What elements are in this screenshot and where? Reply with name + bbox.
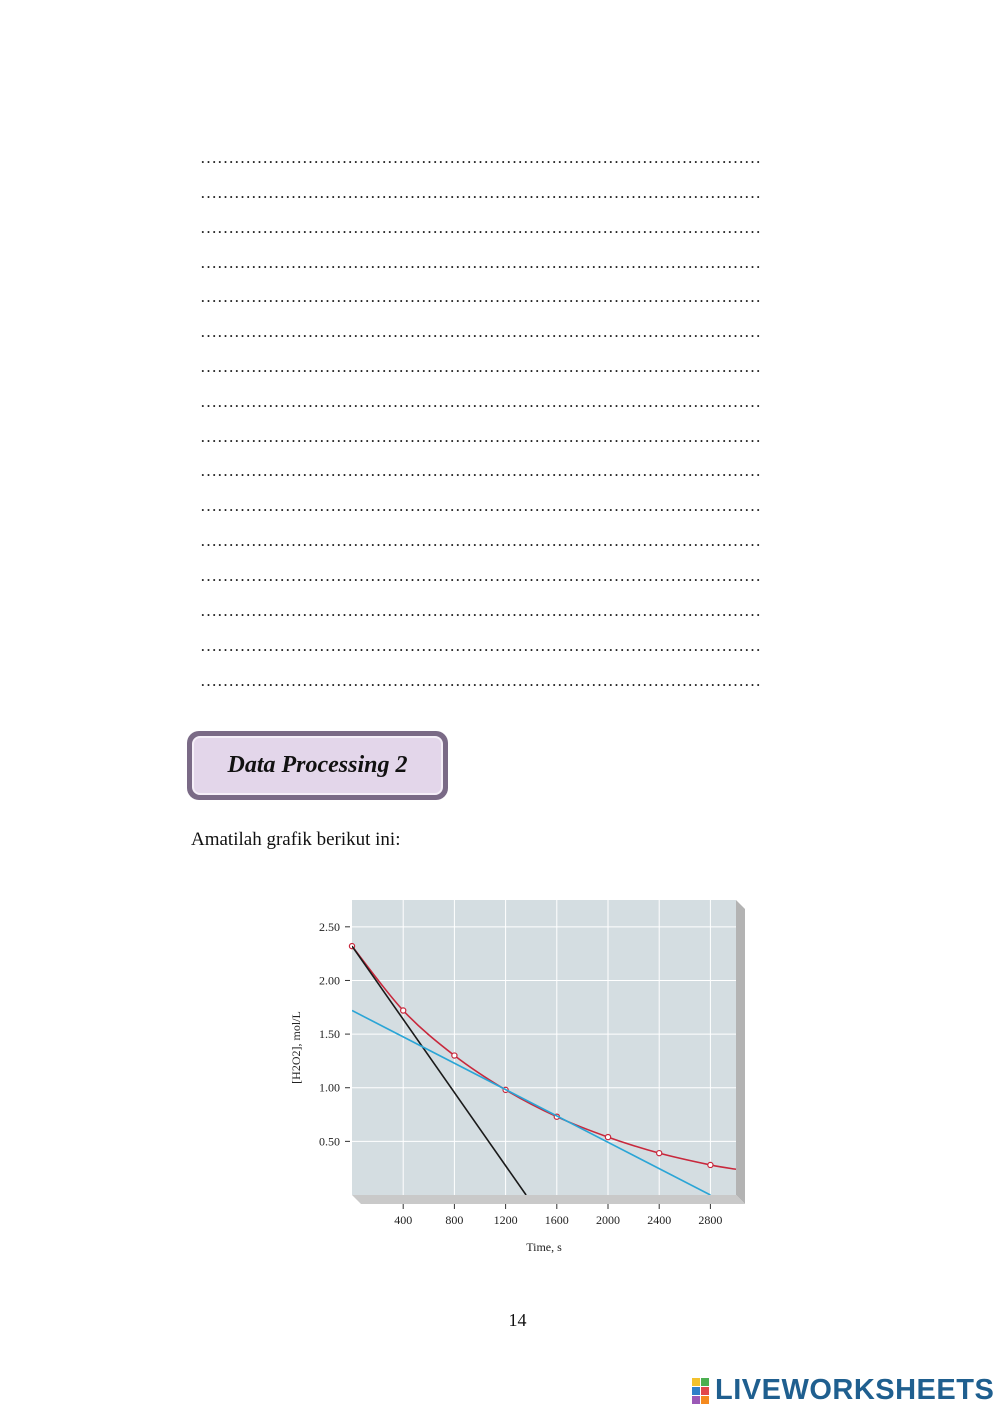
plot-area [352, 900, 736, 1195]
x-tick-label: 2400 [647, 1213, 672, 1227]
y-tick-label: 1.00 [319, 1080, 340, 1095]
answer-line[interactable]: ……………………………………………………………………………………… [200, 183, 761, 202]
x-tick-label: 400 [394, 1213, 413, 1227]
plot-side-edge [736, 900, 745, 1204]
answer-line[interactable]: ……………………………………………………………………………………… [200, 531, 761, 550]
answer-line[interactable]: ……………………………………………………………………………………… [200, 496, 761, 515]
data-point-marker [708, 1162, 713, 1167]
y-tick-label: 2.50 [319, 919, 340, 934]
page-number: 14 [508, 1310, 527, 1330]
logo-tile [692, 1396, 700, 1404]
plot-bottom-edge [352, 1195, 745, 1204]
answer-line[interactable]: ……………………………………………………………………………………… [200, 218, 761, 237]
data-point-marker [401, 1008, 406, 1013]
answer-line[interactable]: ……………………………………………………………………………………… [200, 357, 761, 376]
answer-line[interactable]: ……………………………………………………………………………………… [200, 601, 761, 620]
brand-name: LIVEWORKSHEETS [715, 1373, 995, 1406]
answer-line[interactable]: ……………………………………………………………………………………… [200, 461, 761, 480]
x-axis-label: Time, s [526, 1240, 562, 1254]
brand-logo-icon [692, 1377, 712, 1403]
brand-footer[interactable] [692, 1374, 994, 1406]
answer-line[interactable]: ……………………………………………………………………………………… [200, 636, 761, 655]
answer-line[interactable]: ……………………………………………………………………………………… [200, 392, 761, 411]
chart-figure [280, 890, 760, 1270]
logo-tile [692, 1378, 700, 1386]
x-tick-label: 1600 [544, 1213, 569, 1227]
data-point-marker [605, 1134, 610, 1139]
answer-line[interactable]: ……………………………………………………………………………………… [200, 671, 761, 690]
answer-line[interactable]: ……………………………………………………………………………………… [200, 287, 761, 306]
logo-tile [701, 1387, 709, 1395]
answer-line[interactable]: ……………………………………………………………………………………… [200, 566, 761, 585]
logo-tile [701, 1396, 709, 1404]
section-heading-box [187, 731, 448, 800]
data-point-marker [657, 1151, 662, 1156]
y-axis-label: [H2O2], mol/L [289, 1011, 303, 1084]
x-tick-label: 2000 [596, 1213, 620, 1227]
answer-line[interactable]: ……………………………………………………………………………………… [200, 322, 761, 341]
answer-line[interactable]: ……………………………………………………………………………………… [200, 253, 761, 272]
data-point-marker [452, 1053, 457, 1058]
x-tick-label: 800 [445, 1213, 464, 1227]
section-title: Data Processing 2 [227, 752, 408, 778]
section-heading-inner [192, 736, 443, 795]
y-tick-label: 0.50 [319, 1134, 340, 1149]
chart-svg [280, 890, 760, 1270]
x-tick-label: 2800 [698, 1213, 723, 1227]
logo-tile [701, 1378, 709, 1386]
x-tick-label: 1200 [493, 1213, 518, 1227]
logo-tile [692, 1387, 700, 1395]
y-tick-label: 2.00 [319, 973, 340, 988]
answer-line[interactable]: ……………………………………………………………………………………… [200, 427, 761, 446]
y-tick-label: 1.50 [319, 1027, 340, 1042]
instruction-text: Amatilah grafik berikut ini: [191, 829, 401, 850]
answer-line[interactable]: ……………………………………………………………………………………… [200, 148, 761, 167]
